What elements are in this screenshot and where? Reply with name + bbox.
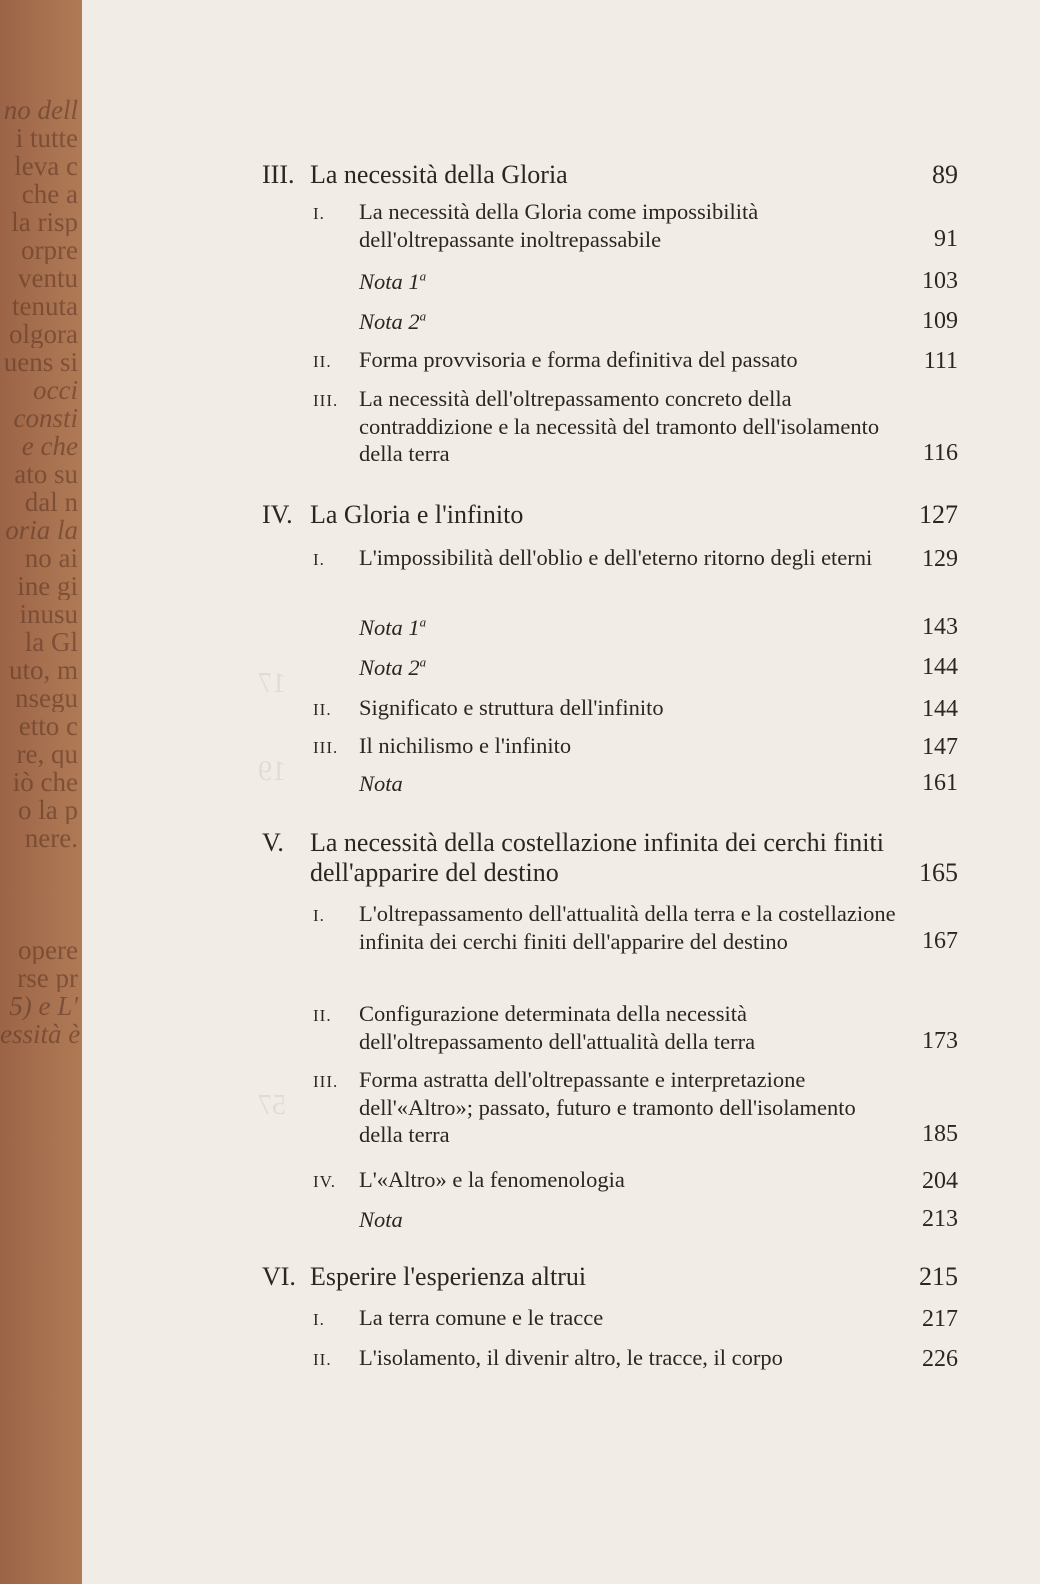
- note-ordinal-superscript: a: [419, 614, 427, 630]
- chapter-number: IV.: [262, 500, 293, 529]
- section-page-number: 144: [922, 696, 958, 722]
- section-number: II.: [313, 700, 332, 719]
- toc-section-row: [313, 198, 958, 253]
- toc-section-row: [313, 1000, 958, 1055]
- toc-chapter-row: [262, 828, 958, 888]
- toc-note-row: [359, 308, 958, 336]
- toc-section-row: [313, 544, 958, 574]
- section-page-number: 161: [922, 770, 958, 796]
- toc-note-row: [359, 654, 958, 682]
- section-number: II.: [313, 1006, 332, 1025]
- show-through-page-number: 57: [258, 1090, 286, 1121]
- note-title: [359, 268, 898, 296]
- toc-section-row: [313, 1066, 958, 1149]
- chapter-title: Esperire l'esperienza altrui: [310, 1262, 587, 1291]
- section-number: I.: [313, 1310, 325, 1329]
- section-title: Configurazione determinata della necessità dell'oltrepassamento dell'attualità della terra: [359, 1001, 756, 1054]
- section-title: La necessità dell'oltrepassamento concreto della contraddizione e la necessità del tramonto dell'isolamento della terra: [359, 386, 880, 466]
- toc-note-row: [359, 1206, 958, 1234]
- spine-fragment-line: etto c: [18, 712, 78, 740]
- spine-fragment-line: 5) e L': [9, 992, 78, 1020]
- spine-fragment-line: no ai: [24, 544, 78, 572]
- section-page-number: 103: [922, 268, 958, 294]
- spine-fragment-line: la Gl: [24, 628, 78, 656]
- toc-section-row: [313, 732, 958, 762]
- section-page-number: 213: [922, 1206, 958, 1232]
- section-number: II.: [313, 352, 332, 371]
- section-number: I.: [313, 550, 325, 569]
- toc-chapter-row: [262, 500, 958, 530]
- spine-fragment-line: leva c: [14, 152, 78, 180]
- toc-section-row: [313, 1344, 958, 1374]
- section-page-number: 116: [922, 440, 958, 466]
- section-number: III.: [313, 738, 339, 757]
- spine-fragment-line: opere: [18, 936, 78, 964]
- section-page-number: 147: [922, 734, 958, 760]
- chapter-title: La necessità della costellazione infinita dei cerchi finiti dell'apparire del destino: [310, 828, 884, 887]
- spine-fragment-line: ato su: [14, 460, 78, 488]
- note-title: [359, 308, 898, 336]
- spine-fragment-line: la risp: [11, 208, 78, 236]
- section-page-number: 217: [922, 1306, 958, 1332]
- section-title: L'«Altro» e la fenomenologia: [359, 1167, 625, 1192]
- show-through-page-number: 19: [258, 756, 286, 787]
- spine-fragment-line: e che: [21, 432, 78, 460]
- note-title: [359, 1206, 898, 1234]
- spine-fragment-line: olgora: [9, 320, 78, 348]
- spine-fragment-line: dal n: [24, 488, 78, 516]
- spine-fragment-line: ine gi: [17, 572, 78, 600]
- chapter-title: La Gloria e l'infinito: [310, 500, 524, 529]
- toc-section-row: [313, 346, 958, 376]
- show-through-page-number: 17: [258, 668, 286, 699]
- section-page-number: 91: [934, 225, 958, 252]
- section-page-number: 204: [922, 1168, 958, 1194]
- section-title: Il nichilismo e l'infinito: [359, 733, 572, 758]
- note-ordinal-superscript: a: [419, 308, 427, 324]
- toc-section-row: [313, 900, 958, 955]
- note-title-text: Nota 2: [359, 655, 420, 680]
- section-title: La terra comune e le tracce: [359, 1305, 604, 1330]
- chapter-page-number: 215: [919, 1262, 958, 1291]
- note-ordinal-superscript: a: [419, 654, 427, 670]
- spine-fragment-line: i tutte: [15, 124, 78, 152]
- chapter-number: V.: [262, 828, 284, 857]
- chapter-number: III.: [262, 160, 295, 189]
- spine-fragment-line: nere.: [24, 824, 78, 852]
- spine-fragment-line: oria la: [5, 516, 78, 544]
- section-title: Forma astratta dell'oltrepassante e interpretazione dell'«Altro»; passato, futuro e tramonto dell'isolamento della terra: [359, 1067, 856, 1147]
- spine-fragment-line: consti: [13, 404, 78, 432]
- chapter-page-number: 89: [932, 160, 958, 189]
- section-number: III.: [313, 391, 339, 410]
- note-title-text: Nota 1: [359, 615, 420, 640]
- spine-fragment-line: uto, m: [8, 656, 78, 684]
- note-title: [359, 614, 898, 642]
- toc-section-row: [313, 694, 958, 724]
- note-title-text: Nota: [359, 771, 403, 796]
- spine-fragment-line: inusu: [19, 600, 78, 628]
- section-page-number: 143: [922, 614, 958, 640]
- note-title: [359, 654, 898, 682]
- chapter-title: La necessità della Gloria: [310, 160, 568, 189]
- section-page-number: 167: [922, 927, 958, 954]
- spine-fragment-line: orpre: [21, 236, 78, 264]
- section-page-number: 226: [922, 1346, 958, 1372]
- note-title-text: Nota 1: [359, 269, 420, 294]
- spine-fragment-line: rse pr: [17, 964, 78, 992]
- chapter-number: VI.: [262, 1262, 296, 1291]
- note-title-text: Nota: [359, 1207, 403, 1232]
- spine-fragment-line: essità è: [0, 1020, 81, 1048]
- toc-section-row: [313, 385, 958, 468]
- spine-fragment-line: ventu: [18, 264, 78, 292]
- spine-fragment-line: tenuta: [12, 292, 78, 320]
- spine-fragment-line: che a: [21, 180, 78, 208]
- section-title: L'oltrepassamento dell'attualità della terra e la costellazione infinita dei cerchi finiti dell'apparire del destino: [359, 901, 896, 954]
- section-page-number: 144: [922, 654, 958, 680]
- note-ordinal-superscript: a: [419, 268, 427, 284]
- section-title: La necessità della Gloria come impossibilità dell'oltrepassante inoltrepassabile: [359, 199, 759, 252]
- spine-fragment-line: o la p: [18, 796, 78, 824]
- spine-fragment-line: nsegu: [15, 684, 78, 712]
- section-page-number: 109: [922, 308, 958, 334]
- section-page-number: 185: [922, 1121, 958, 1147]
- toc-note-row: [359, 614, 958, 642]
- spine-fragment-line: uens si: [3, 348, 78, 376]
- spine-fragment-line: iò che: [12, 768, 78, 796]
- section-title: L'impossibilità dell'oblio e dell'eterno ritorno degli eterni: [359, 545, 873, 570]
- section-number: IV.: [313, 1172, 336, 1191]
- spine-fragment-line: occi: [33, 376, 78, 404]
- section-title: Significato e struttura dell'infinito: [359, 695, 664, 720]
- chapter-page-number: 165: [919, 858, 958, 887]
- section-number: III.: [313, 1072, 339, 1091]
- section-number: I.: [313, 204, 325, 223]
- toc-chapter-row: [262, 160, 958, 190]
- section-number: I.: [313, 906, 325, 925]
- section-page-number: 111: [923, 348, 958, 374]
- section-page-number: 129: [922, 546, 958, 572]
- section-title: L'isolamento, il divenir altro, le tracce, il corpo: [359, 1345, 783, 1370]
- note-title: [359, 770, 898, 798]
- section-page-number: 173: [922, 1027, 958, 1054]
- section-title: Forma provvisoria e forma definitiva del passato: [359, 347, 798, 372]
- toc-note-row: [359, 268, 958, 296]
- note-title-text: Nota 2: [359, 309, 420, 334]
- toc-chapter-row: [262, 1262, 958, 1292]
- toc-note-row: [359, 770, 958, 798]
- section-number: II.: [313, 1350, 332, 1369]
- spine-fragment-line: no dell: [3, 96, 78, 124]
- toc-section-row: [313, 1166, 958, 1196]
- spine-fragment-line: re, qu: [16, 740, 78, 768]
- toc-section-row: [313, 1304, 958, 1334]
- chapter-page-number: 127: [919, 500, 958, 529]
